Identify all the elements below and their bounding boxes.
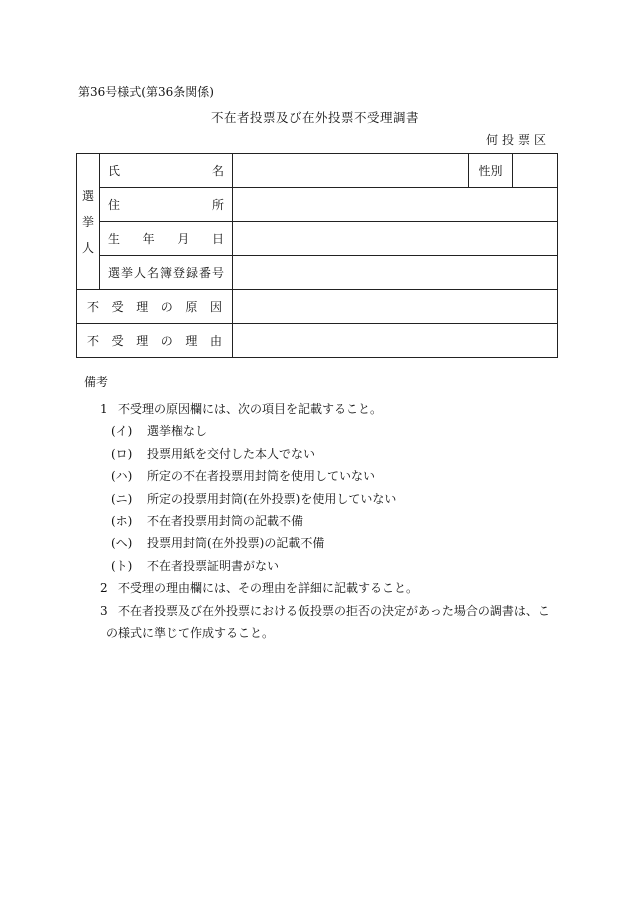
birthdate-row xyxy=(77,222,558,256)
birthdate-label: 生年月日 xyxy=(100,222,233,256)
subitem-number: (ロ) xyxy=(111,446,133,461)
subitem-text: 不在者投票用封筒の記載不備 xyxy=(147,513,304,528)
note-continuation-text: の様式に準じて作成すること。 xyxy=(106,625,275,640)
rejection-reason-field[interactable] xyxy=(233,324,558,358)
rejection-cause-field[interactable] xyxy=(233,290,558,324)
rejection-cause-label: 不受理の原因 xyxy=(77,290,233,324)
subitem-text: 所定の投票用封筒(在外投票)を使用していない xyxy=(147,491,397,506)
subitem-text: 投票用封筒(在外投票)の記載不備 xyxy=(147,536,325,551)
rejection-record-table xyxy=(76,153,558,358)
registry-number-label: 選挙人名簿登録番号 xyxy=(100,256,233,290)
note-number: 2 xyxy=(100,581,108,596)
notes-title: 備考 xyxy=(84,375,109,389)
name-row xyxy=(77,154,558,188)
note-item-3 xyxy=(84,600,564,622)
reason-row xyxy=(77,324,558,358)
note-item-3-continuation xyxy=(84,622,564,644)
gender-field[interactable] xyxy=(513,154,558,188)
subitem-text: 不在者投票証明書がない xyxy=(147,558,280,573)
address-row xyxy=(77,188,558,222)
birthdate-field[interactable] xyxy=(233,222,558,256)
form-number: 第36号様式(第36条関係) xyxy=(78,85,214,99)
address-field[interactable] xyxy=(233,188,558,222)
notes-section xyxy=(84,373,564,644)
note-text: 不受理の原因欄には、次の項目を記載すること。 xyxy=(118,402,383,416)
subitem-text: 投票用紙を交付した本人でない xyxy=(147,446,316,461)
subitem-number: (ハ) xyxy=(111,469,133,484)
rejection-reason-label: 不受理の理由 xyxy=(77,324,233,358)
note-subitem xyxy=(84,488,564,510)
gender-label: 性別 xyxy=(469,154,513,188)
subitem-number: (ニ) xyxy=(111,491,133,506)
subitem-number: (ホ) xyxy=(111,513,133,528)
name-label: 氏名 xyxy=(100,154,233,188)
name-field[interactable] xyxy=(233,154,469,188)
note-subitem xyxy=(84,443,564,465)
note-item-1 xyxy=(84,398,564,420)
note-text: 不在者投票及び在外投票における仮投票の拒否の決定があった場合の調書は、こ xyxy=(118,603,550,618)
subitem-text: 選挙権なし xyxy=(147,424,208,439)
subitem-number: (ヘ) xyxy=(111,536,133,551)
note-text: 不受理の理由欄には、その理由を詳細に記載すること。 xyxy=(118,581,419,596)
polling-district: 何投票区 xyxy=(485,133,550,147)
subitem-number: (ト) xyxy=(111,558,133,573)
note-number: 3 xyxy=(100,603,108,618)
subitem-number: (イ) xyxy=(111,424,133,439)
document-title: 不在者投票及び在外投票不受理調書 xyxy=(210,110,419,125)
address-label: 住所 xyxy=(100,188,233,222)
note-subitem xyxy=(84,532,564,554)
note-subitem xyxy=(84,555,564,577)
elector-label: 選 挙 人 xyxy=(77,154,100,290)
note-number: 1 xyxy=(100,402,108,416)
registry-row xyxy=(77,256,558,290)
note-item-2 xyxy=(84,577,564,599)
subitem-text: 所定の不在者投票用封筒を使用していない xyxy=(147,469,376,484)
registry-number-field[interactable] xyxy=(233,256,558,290)
note-subitem xyxy=(84,420,564,442)
cause-row xyxy=(77,290,558,324)
note-subitem xyxy=(84,465,564,487)
note-subitem xyxy=(84,510,564,532)
